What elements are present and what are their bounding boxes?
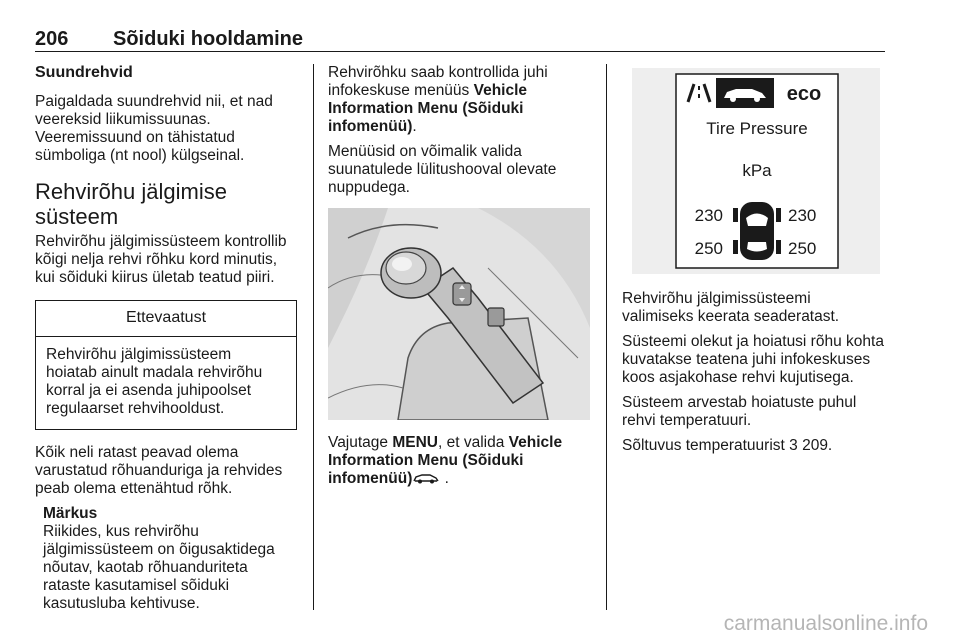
paragraph-status: Süsteemi olekut ja hoiatusi rõhu kohta kuvatakse teatena juhi infokeskuses koos asjakohase rehvi kujutisega. — [622, 333, 884, 386]
pressure-rear-left: 250 — [694, 239, 723, 258]
caution-box — [35, 300, 297, 430]
caution-title: Ettevaatust — [36, 301, 296, 337]
caution-text: Rehvirõhu jälgimissüsteem hoiatab ainult madala rehvirõhu korral ja ei asenda juhipoolset regulaarset rehvihooldust. — [46, 346, 263, 417]
menu-name: Vehicle Information Menu (Sõiduki infomenüü) — [328, 82, 528, 135]
menu-name: Vehicle Information Menu (Sõiduki infomenüü) — [328, 434, 563, 487]
page-header — [35, 28, 885, 52]
paragraph-temperature: Süsteem arvestab hoiatuste puhul rehvi temperatuuri. — [622, 394, 857, 429]
column-middle — [328, 64, 594, 495]
car-icon — [412, 472, 440, 484]
page-reference-link[interactable]: 209. — [797, 437, 833, 454]
paragraph-temperature-ref: Sõltuvus temperatuurist 3 209. — [622, 437, 833, 454]
pressure-front-right: 230 — [788, 206, 817, 225]
menu-button-label: MENU — [392, 434, 438, 451]
paragraph-tpms: Rehvirõhu jälgimissüsteem kontrollib kõigi nelja rehvi rõhku kord minutis, kui sõiduki kiirus ületab teatud piiri. — [35, 233, 287, 286]
paragraph-select-tpms: Rehvirõhu jälgimissüsteemi valimiseks keerata seaderatast. — [622, 290, 840, 325]
paragraph-menu-button: Vajutage MENU, et valida Vehicle Information Menu (Sõiduki infomenüü) . — [328, 434, 563, 487]
note-box — [35, 505, 297, 613]
cross-reference-arrow-icon: 3 — [789, 437, 798, 454]
paragraph-sensors: Kõik neli ratast peavad olema varustatud rõhuanduriga ja rehvides peab olema ettenähtud rõhk. — [35, 444, 283, 497]
running-title: Sõiduki hooldamine — [113, 28, 304, 50]
heading-directional-tyres: Suundrehvid — [35, 64, 133, 81]
pressure-front-left: 230 — [694, 206, 723, 225]
pressure-rear-right: 250 — [788, 239, 817, 258]
display-title: Tire Pressure — [706, 119, 808, 138]
note-title: Märkus — [43, 505, 98, 522]
watermark: carmanualsonline.info — [723, 612, 928, 635]
note-text: Riikides, kus rehvirõhu jälgimissüsteem on õigusaktidega nõutav, kaotab rõhuanduriteta rataste kasutamisel sõiduki kasutusluba kehtivuse. — [43, 523, 275, 612]
column-right — [622, 64, 886, 462]
pressure-unit: kPa — [742, 161, 772, 180]
column-divider — [313, 64, 314, 610]
column-divider — [606, 64, 607, 610]
paragraph-directional-tyres: Paigaldada suundrehvid nii, et nad veereksid liikumissuunas. Veeremissuund on tähistatud sümboliga (nt nool) külgseinal. — [35, 93, 273, 164]
paragraph-menu-select: Menüüsid on võimalik valida suunatulede lülitushooval olevate nuppudega. — [328, 143, 557, 196]
eco-label: eco — [786, 83, 822, 105]
column-left — [35, 64, 297, 613]
heading-tpms: Rehvirõhu jälgimise süsteem — [35, 179, 227, 229]
page-number: 206 — [35, 28, 69, 50]
paragraph-menu-access: Rehvirõhku saab kontrollida juhi infokeskuse menüüs Vehicle Information Menu (Sõiduki infomenüü). — [328, 64, 548, 135]
tire-pressure-display — [632, 68, 880, 274]
turn-signal-stalk-illustration — [328, 208, 590, 420]
